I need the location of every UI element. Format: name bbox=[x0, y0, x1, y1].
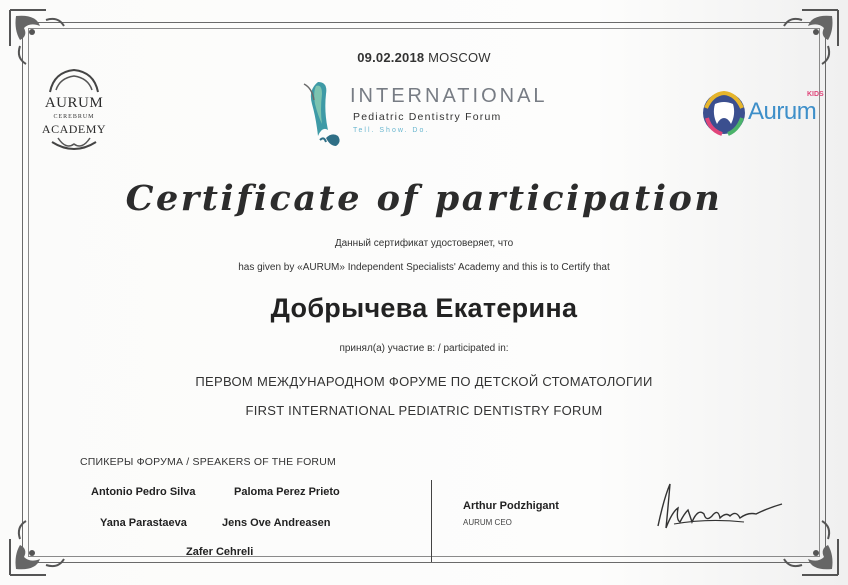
speaker-name: Antonio Pedro Silva bbox=[91, 486, 196, 498]
speaker-name: Zafer Cehreli bbox=[186, 546, 254, 558]
subtitle-ru: Данный сертификат удостоверяет, что bbox=[334, 238, 514, 249]
corner-ornament-icon bbox=[768, 6, 842, 80]
corner-ornament-icon bbox=[6, 505, 80, 579]
kids-brand: Aurum bbox=[748, 98, 817, 125]
aurum-academy-logo bbox=[30, 66, 118, 156]
event-city: MOSCOW bbox=[428, 50, 491, 65]
certificate-title: Certificate of participation bbox=[125, 178, 723, 219]
signature-divider bbox=[431, 480, 432, 562]
handwritten-signature-icon bbox=[648, 478, 788, 536]
forum-logo-subtitle: Pediatric Dentistry Forum bbox=[353, 111, 502, 123]
speakers-heading: СПИКЕРЫ ФОРУМА / SPEAKERS OF THE FORUM bbox=[80, 456, 336, 468]
tooth-icon bbox=[702, 90, 746, 136]
forum-logo-tagline: Tell. Show. Do. bbox=[353, 127, 430, 134]
event-date-line bbox=[0, 50, 848, 65]
forum-logo-title: INTERNATIONAL bbox=[350, 85, 548, 107]
academy-label: ACADEMY bbox=[41, 122, 107, 136]
signatory-role: AURUM CEO bbox=[463, 518, 512, 527]
whale-icon bbox=[298, 80, 346, 148]
recipient-name: Добрычева Екатерина bbox=[270, 293, 578, 323]
academy-name: AURUM bbox=[44, 95, 104, 111]
forum-name-en: FIRST INTERNATIONAL PEDIATRIC DENTISTRY FORUM bbox=[245, 403, 603, 418]
event-date: 09.02.2018 bbox=[357, 50, 425, 65]
forum-name-ru: ПЕРВОМ МЕЖДУНАРОДНОМ ФОРУМЕ ПО ДЕТСКОЙ СТОМАТОЛОГИИ bbox=[195, 374, 653, 389]
subtitle-en: has given by «AURUM» Independent Specialists' Academy and this is to Certify that bbox=[238, 262, 610, 273]
participated-in-label: принял(а) участие в: / participated in: bbox=[339, 343, 509, 354]
signatory-name: Arthur Podzhigant bbox=[463, 500, 559, 512]
speaker-name: Yana Parastaeva bbox=[100, 517, 187, 529]
speaker-name: Jens Ove Andreasen bbox=[222, 517, 331, 529]
forum-logo bbox=[298, 80, 598, 150]
aurum-kids-logo bbox=[702, 88, 834, 140]
speaker-name: Paloma Perez Prieto bbox=[234, 486, 340, 498]
kids-badge: KIDS bbox=[807, 91, 824, 98]
academy-subname: CEREBRUM bbox=[53, 114, 95, 120]
